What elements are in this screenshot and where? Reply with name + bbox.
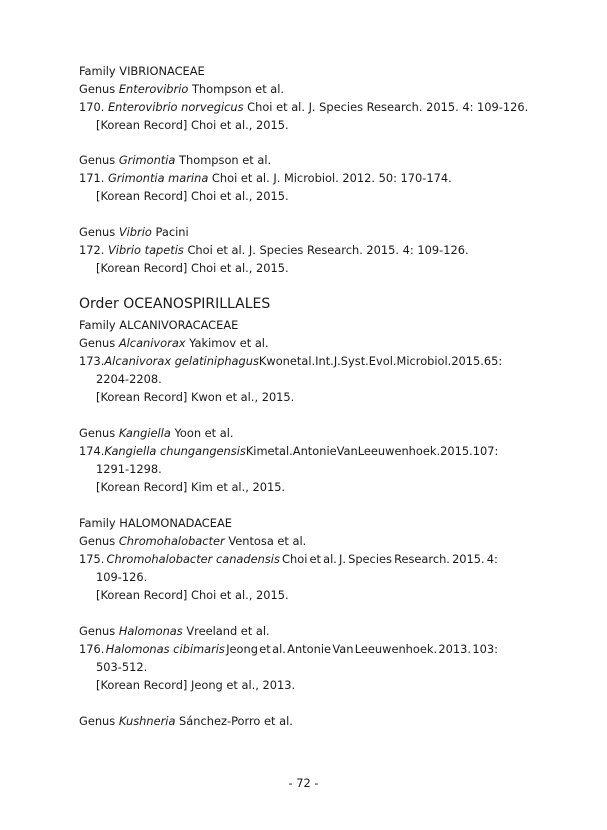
species-entry [79, 171, 452, 185]
citation-word: Kim [245, 444, 268, 458]
genus-label: Genus [79, 426, 119, 440]
species-entry [79, 444, 498, 458]
korean-record: [Korean Record] Jeong et al., 2013. [96, 678, 296, 692]
korean-record: [Korean Record] Choi et al., 2015. [96, 189, 289, 203]
family-heading: Family VIBRIONACEAE [79, 64, 205, 78]
citation-word: Microbiol. [396, 354, 452, 368]
genus-label: Genus [79, 714, 119, 728]
genus-name: Halomonas [118, 624, 183, 638]
citation-continuation: 503-512. [96, 660, 148, 674]
citation-word: 4: [486, 552, 498, 566]
genus-heading [79, 336, 269, 350]
citation: Choi et al. J. Microbiol. 2012. 50: 170-174. [208, 171, 452, 185]
citation-word: Leeuwenhoek. [354, 642, 438, 656]
genus-heading [79, 534, 306, 548]
species-name: Grimontia marina [107, 171, 209, 185]
citation-word: 103: [472, 642, 498, 656]
entry-number: 173. [79, 354, 105, 368]
genus-authority: Vreeland et al. [182, 624, 270, 638]
genus-heading [79, 225, 189, 239]
genus-authority: Thompson et al. [188, 82, 285, 96]
entry-number: 176. [79, 642, 105, 656]
species-entry [79, 100, 528, 114]
korean-record: [Korean Record] Choi et al., 2015. [96, 261, 289, 275]
citation-word: et [267, 444, 280, 458]
citation-word: J. [338, 552, 346, 566]
korean-record: [Korean Record] Choi et al., 2015. [96, 588, 289, 602]
citation-word: Choi [282, 552, 308, 566]
genus-authority: Yakimov et al. [185, 336, 269, 350]
genus-label: Genus [79, 336, 119, 350]
citation-word: Jeong [226, 642, 258, 656]
genus-name: Enterovibrio [118, 82, 189, 96]
entry-number: 170. [79, 100, 108, 114]
citation-word: 65: [483, 354, 503, 368]
species-name: Enterovibrio norvegicus [107, 100, 244, 114]
citation-continuation: 2204-2208. [96, 372, 162, 386]
species-name: Halomonas cibimaris [105, 642, 225, 656]
entry-number: 174. [79, 444, 105, 458]
citation-word: Van [332, 642, 354, 656]
genus-authority: Thompson et al. [175, 153, 272, 167]
page-number: - 72 - [288, 776, 319, 790]
citation-word: al. [323, 552, 337, 566]
genus-name: Alcanivorax [118, 336, 186, 350]
korean-record: [Korean Record] Choi et al., 2015. [96, 118, 289, 132]
citation-word: Species [348, 552, 392, 566]
genus-heading [79, 426, 234, 440]
genus-label: Genus [79, 225, 119, 239]
citation-word: et [309, 552, 321, 566]
citation-word: Research. [394, 552, 450, 566]
entry-number: 175. [79, 552, 105, 566]
citation-word: Syst. [340, 354, 369, 368]
korean-record: [Korean Record] Kim et al., 2015. [96, 480, 286, 494]
citation-word: Int. [315, 354, 334, 368]
genus-heading [79, 624, 270, 638]
genus-name: Kushneria [118, 714, 176, 728]
citation-word: al. [301, 354, 316, 368]
citation-continuation: 109-126. [96, 570, 148, 584]
genus-name: Grimontia [118, 153, 176, 167]
genus-name: Chromohalobacter [118, 534, 225, 548]
citation-word: Kwon [258, 354, 290, 368]
genus-authority: Yoon et al. [170, 426, 234, 440]
citation-word: 2015. [440, 444, 473, 458]
genus-authority: Pacini [151, 225, 189, 239]
family-heading: Family ALCANIVORACACEAE [79, 318, 239, 332]
genus-heading [79, 714, 293, 728]
citation-word: Van [336, 444, 358, 458]
species-name: Alcanivorax gelatiniphagus [104, 354, 259, 368]
genus-heading [79, 153, 271, 167]
genus-name: Vibrio [118, 225, 152, 239]
citation-word: et [289, 354, 302, 368]
species-name: Kangiella chungangensis [104, 444, 246, 458]
species-name: Vibrio tapetis [107, 243, 184, 257]
citation-word: 107: [472, 444, 499, 458]
genus-name: Kangiella [118, 426, 171, 440]
order-heading: Order OCEANOSPIRILLALES [79, 296, 271, 312]
citation-word: Leeuwenhoek. [357, 444, 441, 458]
citation-word: et [259, 642, 271, 656]
citation-word: Antonie [287, 642, 332, 656]
species-name: Chromohalobacter canadensis [106, 552, 280, 566]
entry-number: 171. [79, 171, 108, 185]
korean-record: [Korean Record] Kwon et al., 2015. [96, 390, 295, 404]
citation-word: Antonie [292, 444, 337, 458]
genus-label: Genus [79, 82, 119, 96]
citation-word: 2015. [451, 354, 484, 368]
species-entry [79, 642, 498, 656]
genus-label: Genus [79, 153, 119, 167]
genus-label: Genus [79, 534, 119, 548]
species-entry [79, 243, 469, 257]
citation: Choi et al. J. Species Research. 2015. 4: 109-126. [183, 243, 469, 257]
citation-word: J. [333, 354, 341, 368]
genus-authority: Sánchez-Porro et al. [175, 714, 293, 728]
genus-authority: Ventosa et al. [224, 534, 307, 548]
entry-number: 172. [79, 243, 108, 257]
family-heading: Family HALOMONADACEAE [79, 516, 232, 530]
citation-word: 2013. [438, 642, 472, 656]
citation-word: al. [279, 444, 293, 458]
citation-word: al. [272, 642, 286, 656]
citation: Choi et al. J. Species Research. 2015. 4: 109-126. [243, 100, 529, 114]
genus-label: Genus [79, 624, 119, 638]
citation-word: Evol. [368, 354, 397, 368]
citation-continuation: 1291-1298. [96, 462, 162, 476]
species-entry [79, 552, 498, 566]
genus-heading [79, 82, 284, 96]
citation-word: 2015. [452, 552, 485, 566]
species-entry [79, 354, 503, 368]
